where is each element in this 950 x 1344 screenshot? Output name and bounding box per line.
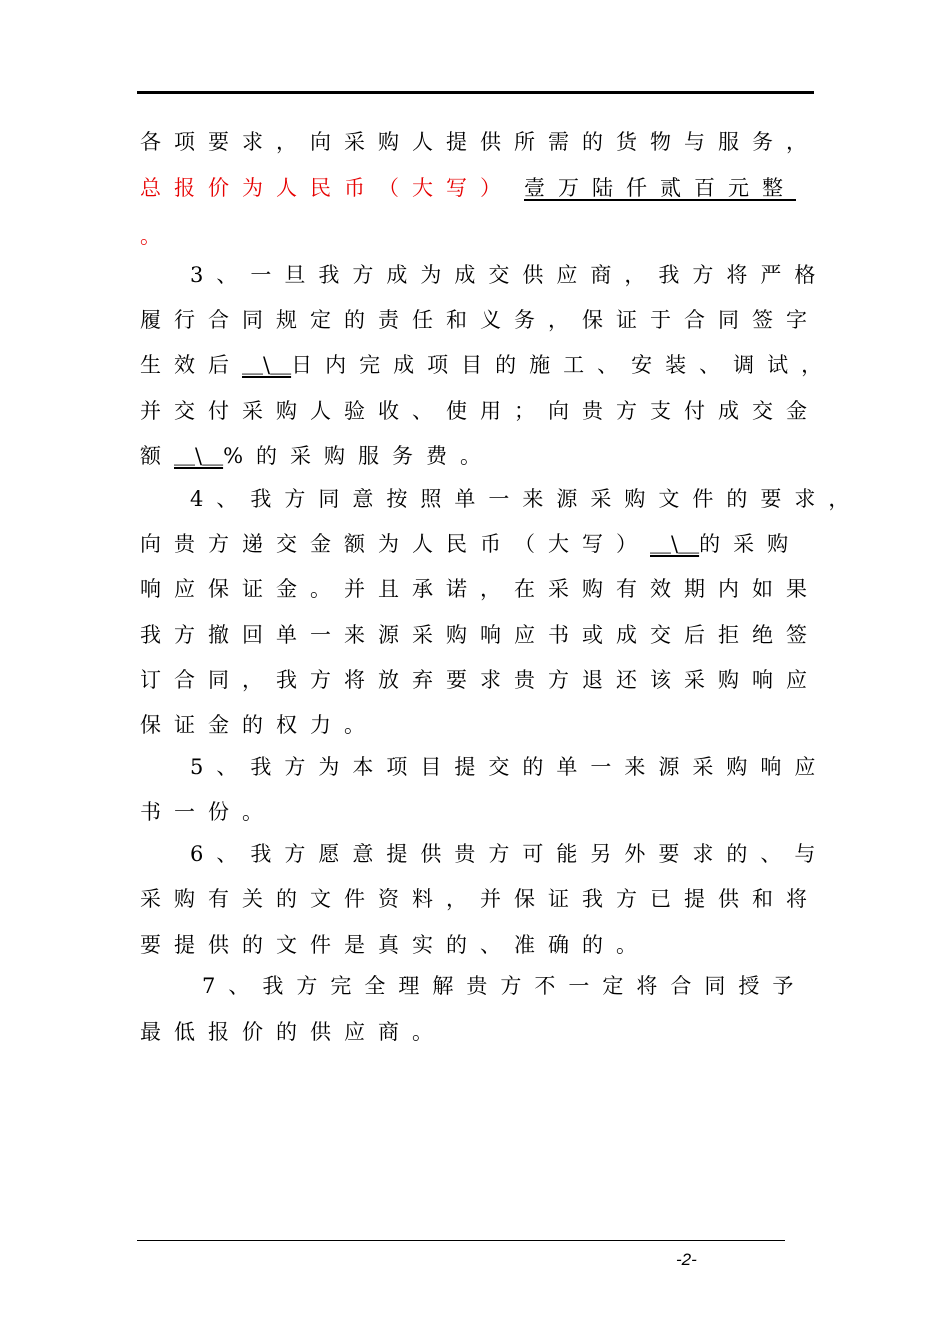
text-line (140, 666, 830, 694)
clause-5-line-1 (190, 753, 880, 781)
line-text: 订合同，我方将放弃要求贵方退还该采购响应 (140, 668, 820, 692)
line-text: 7、我方完全理解贵方不一定将合同授予 (202, 974, 807, 998)
line-text: 响应保证金。并且承诺，在采购有效期内如果 (140, 577, 820, 601)
line-text: 6、我方愿意提供贵方可能另外要求的、与 (190, 842, 829, 866)
blank-days: ＿\＿ (242, 353, 292, 377)
page-number: -2- (676, 1250, 697, 1269)
line-text: 向贵方递交金额为人民币（大写） (140, 532, 650, 556)
line-text: 各项要求，向采购人提供所需的货物与服务， (140, 130, 820, 154)
line-text: 生效后 (140, 353, 242, 377)
text-line (140, 575, 830, 603)
text-line-total-price (140, 174, 830, 202)
text-line (140, 530, 830, 558)
line-text: 书一份。 (140, 800, 276, 824)
text-line (140, 128, 830, 156)
clause-4-line-1 (190, 485, 880, 513)
line-text: 履行合同规定的责任和义务，保证于合同签字 (140, 308, 820, 332)
line-text: 5、我方为本项目提交的单一来源采购响应 (190, 755, 829, 779)
blank-percent: ＿\＿ (174, 444, 224, 468)
text-line (140, 621, 830, 649)
text-line (140, 1018, 830, 1046)
line-text: 日内完成项目的施工、安装、调试， (291, 353, 836, 377)
text-line (140, 931, 830, 959)
text-line (140, 222, 830, 250)
line-text: 采购有关的文件资料，并保证我方已提供和将 (140, 887, 820, 911)
line-text: 3、一旦我方成为成交供应商，我方将严格 (190, 263, 829, 287)
line-text: 额 (140, 444, 174, 468)
footer-rule (137, 1240, 785, 1241)
text-line (140, 798, 830, 826)
text-line (140, 397, 830, 425)
text-line (140, 885, 830, 913)
line-text: 保证金的权力。 (140, 713, 378, 737)
text-line (140, 306, 830, 334)
text-line (140, 711, 830, 739)
line-text: 我方撤回单一来源采购响应书或成交后拒绝签 (140, 623, 820, 647)
total-price-label: 总报价为人民币（大写） (140, 176, 514, 200)
clause-3-line-1 (190, 261, 880, 289)
blank-deposit: ＿\＿ (650, 532, 700, 556)
line-text: %的采购服务费。 (223, 444, 495, 468)
clause-7-line-1 (202, 972, 892, 1000)
text-line (140, 351, 836, 379)
line-text: 。 (140, 224, 174, 248)
line-text: 的采购 (699, 532, 802, 556)
line-text: 4、我方同意按照单一来源采购文件的要求， (190, 487, 863, 511)
clause-6-line-1 (190, 840, 880, 868)
line-text: 并交付采购人验收、使用；向贵方支付成交金 (140, 399, 820, 423)
text-line (140, 442, 830, 470)
line-text: 要提供的文件是真实的、准确的。 (140, 933, 650, 957)
total-price-amount: 壹万陆仟贰百元整 (524, 176, 796, 200)
line-text: 最低报价的供应商。 (140, 1020, 446, 1044)
header-rule (137, 91, 814, 94)
